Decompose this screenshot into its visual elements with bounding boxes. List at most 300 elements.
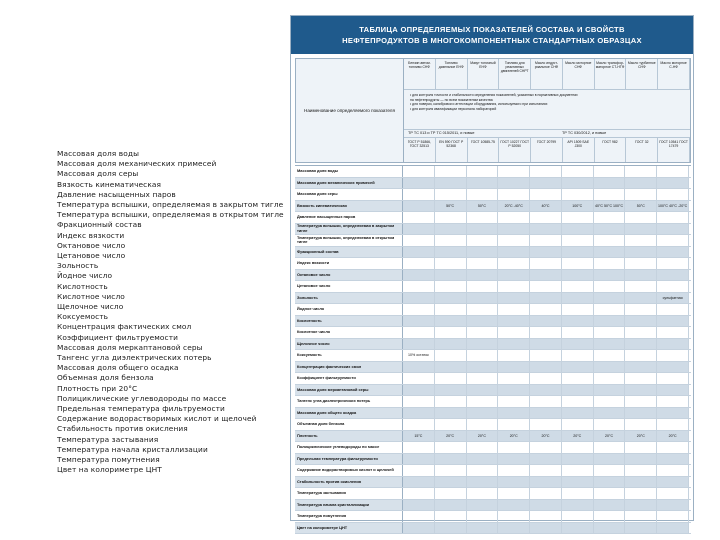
table-cell bbox=[403, 189, 435, 200]
table-cell bbox=[562, 178, 594, 189]
table-cell bbox=[657, 224, 689, 235]
table-cell bbox=[530, 477, 562, 488]
table-cell bbox=[625, 396, 657, 407]
table-cell: 20°C bbox=[435, 431, 467, 442]
table-row bbox=[295, 454, 691, 466]
table-cell bbox=[435, 350, 467, 361]
table-cell bbox=[625, 224, 657, 235]
table-cell bbox=[467, 488, 499, 499]
table-cell bbox=[498, 304, 530, 315]
table-cell bbox=[435, 166, 467, 177]
table-cell bbox=[625, 523, 657, 534]
table-cell bbox=[657, 178, 689, 189]
table-cell bbox=[498, 224, 530, 235]
table-cell bbox=[530, 350, 562, 361]
table-row bbox=[295, 166, 691, 178]
table-cell bbox=[625, 454, 657, 465]
table-cell bbox=[467, 511, 499, 522]
table-cell bbox=[403, 339, 435, 350]
table-cell bbox=[562, 304, 594, 315]
table-cell bbox=[530, 488, 562, 499]
indicator-list-item: Коксуемость bbox=[57, 312, 109, 322]
table-cell bbox=[657, 235, 689, 246]
table-cell bbox=[530, 224, 562, 235]
table-cell bbox=[657, 408, 689, 419]
table-row bbox=[295, 350, 691, 362]
table-cell bbox=[625, 339, 657, 350]
table-row bbox=[295, 396, 691, 408]
table-cell bbox=[498, 212, 530, 223]
table-cell bbox=[435, 477, 467, 488]
table-cell bbox=[435, 327, 467, 338]
table-cell bbox=[403, 465, 435, 476]
regulation-left: ТР ТС 013 и ТР ТС 015/2011, и новые bbox=[408, 131, 475, 135]
sheet-title bbox=[291, 16, 693, 54]
table-cell bbox=[594, 224, 626, 235]
table-cell bbox=[435, 465, 467, 476]
indicator-list-item: Кислотное число bbox=[57, 291, 125, 301]
table-cell bbox=[562, 488, 594, 499]
table-cell: 50°C bbox=[467, 201, 499, 212]
table-cell bbox=[403, 396, 435, 407]
product-column-header: Масло трансфор-маторное СТ-НТФ bbox=[595, 59, 627, 89]
table-cell bbox=[562, 500, 594, 511]
table-cell bbox=[530, 419, 562, 430]
table-cell bbox=[498, 419, 530, 430]
table-cell bbox=[657, 362, 689, 373]
indicator-list-item: Температура застывания bbox=[57, 434, 159, 444]
table-row bbox=[295, 419, 691, 431]
table-cell bbox=[403, 212, 435, 223]
table-cell bbox=[625, 511, 657, 522]
table-cell bbox=[435, 270, 467, 281]
table-cell bbox=[594, 270, 626, 281]
table-cell bbox=[403, 201, 435, 212]
table-cell bbox=[657, 304, 689, 315]
indicator-list-item: Предельная температура фильтруемости bbox=[57, 404, 225, 414]
indicator-list-item: Коэффициент фильтруемости bbox=[57, 332, 179, 342]
usage-note: на нефтепродукты — по всем показателям качества bbox=[410, 97, 493, 102]
table-cell bbox=[625, 419, 657, 430]
table-cell bbox=[467, 258, 499, 269]
table-cell bbox=[403, 523, 435, 534]
table-cell bbox=[562, 511, 594, 522]
indicator-list-item: Стабильность против окисления bbox=[57, 424, 188, 434]
table-cell bbox=[498, 339, 530, 350]
indicator-list-item: Температура вспышки, определяемая в закрытом тигле bbox=[57, 200, 284, 210]
table-cell bbox=[594, 339, 626, 350]
table-cell bbox=[498, 408, 530, 419]
indicator-list-item: Содержание водорастворимых кислот и щелочей bbox=[57, 414, 257, 424]
table-cell bbox=[403, 454, 435, 465]
table-cell bbox=[530, 385, 562, 396]
table-cell bbox=[467, 465, 499, 476]
table-row bbox=[295, 373, 691, 385]
table-cell bbox=[530, 189, 562, 200]
table-cell bbox=[403, 385, 435, 396]
table-cell bbox=[435, 316, 467, 327]
row-indicator-name: Давление насыщенных паров bbox=[295, 212, 403, 223]
table-cell bbox=[657, 477, 689, 488]
product-column-header: Масло моторное С-НФ bbox=[658, 59, 690, 89]
product-column-header: Мазут топочный ЕНФ bbox=[468, 59, 500, 89]
table-cell bbox=[435, 500, 467, 511]
table-cell: сульфатная bbox=[657, 293, 689, 304]
row-indicator-name: Стабильность против окисления bbox=[295, 477, 403, 488]
table-cell bbox=[403, 477, 435, 488]
table-cell bbox=[657, 385, 689, 396]
table-cell bbox=[403, 247, 435, 258]
table-cell bbox=[562, 373, 594, 384]
gost-cell: ГОСТ 32 bbox=[626, 138, 658, 162]
table-cell bbox=[530, 304, 562, 315]
table-cell bbox=[467, 212, 499, 223]
table-cell bbox=[498, 442, 530, 453]
row-indicator-name: Температура начала кристаллизации bbox=[295, 500, 403, 511]
table-cell bbox=[657, 511, 689, 522]
table-cell bbox=[594, 419, 626, 430]
table-cell bbox=[530, 362, 562, 373]
table-cell bbox=[498, 327, 530, 338]
table-cell bbox=[498, 454, 530, 465]
table-cell bbox=[467, 500, 499, 511]
table-cell bbox=[562, 212, 594, 223]
table-cell bbox=[594, 350, 626, 361]
table-row bbox=[295, 339, 691, 351]
row-indicator-name: Щелочное число bbox=[295, 339, 403, 350]
gost-cell: ГОСТ 20799 bbox=[531, 138, 563, 162]
table-cell bbox=[403, 304, 435, 315]
table-cell: 20°C bbox=[467, 431, 499, 442]
table-cell bbox=[657, 212, 689, 223]
table-cell bbox=[467, 166, 499, 177]
row-indicator-name: Кислотное число bbox=[295, 327, 403, 338]
table-cell bbox=[594, 316, 626, 327]
table-cell bbox=[435, 293, 467, 304]
table-cell bbox=[530, 465, 562, 476]
indicator-list-item: Октановое число bbox=[57, 240, 126, 250]
table-cell bbox=[530, 258, 562, 269]
table-cell bbox=[498, 477, 530, 488]
gost-cell: ГОСТ 10541 ГОСТ 17479 bbox=[658, 138, 690, 162]
table-cell bbox=[625, 316, 657, 327]
row-indicator-name: Йодное число bbox=[295, 304, 403, 315]
table-cell bbox=[594, 235, 626, 246]
gost-row bbox=[404, 137, 690, 162]
table-cell bbox=[594, 281, 626, 292]
table-cell bbox=[657, 350, 689, 361]
indicator-list bbox=[57, 149, 282, 476]
table-cell bbox=[657, 500, 689, 511]
table-cell: 15°C bbox=[403, 431, 435, 442]
table-cell bbox=[657, 488, 689, 499]
table-row bbox=[295, 201, 691, 213]
table-cell bbox=[467, 477, 499, 488]
row-indicator-name: Коэффициент фильтруемости bbox=[295, 373, 403, 384]
indicator-list-item: Фракционный состав bbox=[57, 220, 142, 230]
table-cell bbox=[657, 166, 689, 177]
table-row bbox=[295, 316, 691, 328]
gost-cell: API 1509 SAE J300 bbox=[563, 138, 595, 162]
table-cell bbox=[467, 293, 499, 304]
table-cell bbox=[562, 339, 594, 350]
row-indicator-name: Тангенс угла диэлектрических потерь bbox=[295, 396, 403, 407]
table-cell bbox=[530, 212, 562, 223]
table-cell bbox=[657, 465, 689, 476]
row-indicator-name: Температура помутнения bbox=[295, 511, 403, 522]
row-indicator-name: Массовая доля меркаптановой серы bbox=[295, 385, 403, 396]
table-cell bbox=[403, 224, 435, 235]
table-cell bbox=[530, 178, 562, 189]
table-cell bbox=[498, 385, 530, 396]
indicator-list-item: Температура помутнения bbox=[57, 455, 160, 465]
table-cell bbox=[625, 189, 657, 200]
table-cell bbox=[467, 523, 499, 534]
table-cell bbox=[530, 339, 562, 350]
indicator-list-item: Массовая доля воды bbox=[57, 149, 140, 158]
table-cell bbox=[435, 511, 467, 522]
table-cell bbox=[594, 511, 626, 522]
table-cell bbox=[657, 270, 689, 281]
table-cell bbox=[657, 373, 689, 384]
table-cell bbox=[435, 362, 467, 373]
table-cell bbox=[594, 362, 626, 373]
table-cell bbox=[594, 189, 626, 200]
table-cell bbox=[562, 477, 594, 488]
table-cell bbox=[562, 258, 594, 269]
table-cell bbox=[562, 281, 594, 292]
table-cell bbox=[467, 281, 499, 292]
table-cell bbox=[625, 477, 657, 488]
table-cell bbox=[467, 316, 499, 327]
product-column-header: Бензин автом. топливо СНФ bbox=[404, 59, 436, 89]
table-cell bbox=[435, 304, 467, 315]
table-cell bbox=[562, 465, 594, 476]
table-cell bbox=[467, 247, 499, 258]
table-cell bbox=[594, 454, 626, 465]
row-indicator-name: Объемная доля бензола bbox=[295, 419, 403, 430]
table-cell bbox=[530, 166, 562, 177]
table-cell bbox=[657, 396, 689, 407]
table-cell bbox=[498, 178, 530, 189]
row-indicator-name: Массовая доля общего осадка bbox=[295, 408, 403, 419]
table-cell bbox=[435, 488, 467, 499]
table-cell bbox=[467, 442, 499, 453]
table-cell bbox=[625, 465, 657, 476]
indicator-list-item: Полициклические углеводороды по массе bbox=[57, 393, 227, 403]
table-cell bbox=[594, 396, 626, 407]
table-cell bbox=[594, 166, 626, 177]
table-cell bbox=[562, 327, 594, 338]
product-column-header: Масло моторное СНФ bbox=[563, 59, 595, 89]
table-cell bbox=[467, 408, 499, 419]
table-cell bbox=[625, 247, 657, 258]
table-cell bbox=[435, 419, 467, 430]
table-row bbox=[295, 385, 691, 397]
table-cell bbox=[562, 293, 594, 304]
table-cell bbox=[467, 270, 499, 281]
table-cell bbox=[657, 442, 689, 453]
table-cell bbox=[403, 293, 435, 304]
table-cell bbox=[562, 523, 594, 534]
table-cell bbox=[435, 281, 467, 292]
table-cell: 20°C bbox=[530, 431, 562, 442]
table-cell: 20°C bbox=[562, 431, 594, 442]
indicator-list-item: Массовая доля меркаптановой серы bbox=[57, 342, 203, 352]
table-cell bbox=[594, 293, 626, 304]
row-indicator-name: Вязкость кинематическая bbox=[295, 201, 403, 212]
table-cell bbox=[498, 235, 530, 246]
table-cell bbox=[435, 396, 467, 407]
table-cell bbox=[435, 442, 467, 453]
indicator-list-item: Концентрация фактических смол bbox=[57, 322, 192, 332]
table-cell bbox=[467, 350, 499, 361]
table-row bbox=[295, 511, 691, 523]
table-row bbox=[295, 247, 691, 259]
gost-cell: ГОСТ Р 51866, ГОСТ 32513 bbox=[404, 138, 436, 162]
table-cell bbox=[594, 327, 626, 338]
table-cell bbox=[435, 247, 467, 258]
table-cell bbox=[435, 385, 467, 396]
table-cell bbox=[403, 235, 435, 246]
table-cell bbox=[435, 178, 467, 189]
table-cell bbox=[435, 523, 467, 534]
row-indicator-name: Содержание водорастворимых кислот и щелочей bbox=[295, 465, 403, 476]
product-column-header: Топливо для реактивных двигателей СНРТ bbox=[499, 59, 531, 89]
table-row bbox=[295, 442, 691, 454]
product-columns-header bbox=[404, 59, 690, 89]
table-row bbox=[295, 293, 691, 305]
table-row bbox=[295, 258, 691, 270]
table-cell bbox=[625, 212, 657, 223]
table-cell bbox=[403, 442, 435, 453]
standards-table-sheet bbox=[290, 15, 694, 530]
table-cell bbox=[530, 270, 562, 281]
indicator-list-item: Плотность при 20°С bbox=[57, 383, 138, 393]
table-cell bbox=[467, 235, 499, 246]
table-cell bbox=[403, 258, 435, 269]
table-cell bbox=[498, 247, 530, 258]
table-cell bbox=[594, 304, 626, 315]
row-indicator-name: Температура вспышки, определяемая в закрытом тигле bbox=[295, 224, 403, 235]
table-cell bbox=[498, 523, 530, 534]
table-cell bbox=[530, 523, 562, 534]
table-cell bbox=[498, 166, 530, 177]
row-indicator-name: Цвет на колориметре ЦНТ bbox=[295, 523, 403, 534]
indicator-list-item: Цетановое число bbox=[57, 251, 126, 261]
table-row bbox=[295, 327, 691, 339]
table-cell: 20°C bbox=[498, 431, 530, 442]
table-row bbox=[295, 408, 691, 420]
indicator-list-item: Зольность bbox=[57, 261, 99, 271]
table-cell bbox=[498, 189, 530, 200]
table-cell bbox=[498, 500, 530, 511]
table-cell bbox=[435, 373, 467, 384]
table-cell bbox=[403, 281, 435, 292]
table-cell bbox=[562, 224, 594, 235]
table-cell bbox=[403, 373, 435, 384]
table-cell bbox=[467, 362, 499, 373]
table-cell bbox=[403, 316, 435, 327]
table-cell bbox=[594, 500, 626, 511]
table-cell: 40°C 50°C 100°C bbox=[594, 201, 626, 212]
row-indicator-name: Зольность bbox=[295, 293, 403, 304]
table-cell bbox=[625, 442, 657, 453]
indicator-list-item: Индекс вязкости bbox=[57, 230, 125, 240]
table-cell bbox=[562, 189, 594, 200]
table-cell bbox=[657, 281, 689, 292]
indicator-list-item: Давление насыщенных паров bbox=[57, 189, 176, 199]
table-cell bbox=[562, 362, 594, 373]
table-cell bbox=[498, 258, 530, 269]
table-cell bbox=[530, 327, 562, 338]
table-cell bbox=[498, 396, 530, 407]
table-row bbox=[295, 362, 691, 374]
indicator-list-item: Температура начала кристаллизации bbox=[57, 444, 208, 454]
table-cell bbox=[498, 373, 530, 384]
indicator-list-item: Массовая доля общего осадка bbox=[57, 363, 179, 373]
regulation-row bbox=[404, 129, 690, 137]
table-cell bbox=[530, 408, 562, 419]
table-cell: 20°C bbox=[657, 431, 689, 442]
gost-cell: ГОСТ 982 bbox=[595, 138, 627, 162]
table-cell bbox=[625, 166, 657, 177]
table-cell bbox=[562, 235, 594, 246]
table-cell bbox=[403, 500, 435, 511]
table-cell bbox=[467, 178, 499, 189]
gost-cell: ГОСТ 10227 ГОСТ Р 52050 bbox=[499, 138, 531, 162]
indicator-list-item: Тангенс угла диэлектрических потерь bbox=[57, 353, 212, 363]
table-row bbox=[295, 523, 691, 535]
table-cell bbox=[435, 258, 467, 269]
regulation-right: ТР ТС 030/2012, и новые bbox=[562, 131, 607, 135]
table-row bbox=[295, 235, 691, 247]
table-cell bbox=[594, 488, 626, 499]
table-cell bbox=[403, 408, 435, 419]
indicator-list-item: Йодное число bbox=[57, 271, 113, 281]
table-cell bbox=[625, 385, 657, 396]
table-cell bbox=[435, 224, 467, 235]
table-cell bbox=[498, 465, 530, 476]
row-indicator-name: Индекс вязкости bbox=[295, 258, 403, 269]
sheet-title-line-1: ТАБЛИЦА ОПРЕДЕЛЯЕМЫХ ПОКАЗАТЕЛЕЙ СОСТАВА И СВОЙСТВ bbox=[359, 25, 625, 34]
table-cell bbox=[467, 454, 499, 465]
table-cell: 20°C bbox=[625, 431, 657, 442]
table-cell bbox=[562, 454, 594, 465]
table-cell bbox=[403, 166, 435, 177]
table-cell bbox=[625, 500, 657, 511]
table-cell bbox=[625, 293, 657, 304]
row-indicator-name: Плотность bbox=[295, 431, 403, 442]
table-cell: 100°C bbox=[562, 201, 594, 212]
table-cell bbox=[625, 178, 657, 189]
table-cell bbox=[530, 281, 562, 292]
table-cell bbox=[594, 523, 626, 534]
table-cell bbox=[403, 270, 435, 281]
table-cell bbox=[530, 396, 562, 407]
table-cell bbox=[657, 339, 689, 350]
table-cell bbox=[530, 316, 562, 327]
table-cell bbox=[403, 419, 435, 430]
table-row bbox=[295, 465, 691, 477]
gost-cell: ГОСТ 10585-75 bbox=[468, 138, 500, 162]
table-cell bbox=[625, 408, 657, 419]
table-cell bbox=[467, 339, 499, 350]
gost-cell: EN 590 ГОСТ Р 52368 bbox=[436, 138, 468, 162]
table-cell bbox=[625, 304, 657, 315]
row-indicator-name: Предельная температура фильтруемости bbox=[295, 454, 403, 465]
row-indicator-name: Массовая доля серы bbox=[295, 189, 403, 200]
